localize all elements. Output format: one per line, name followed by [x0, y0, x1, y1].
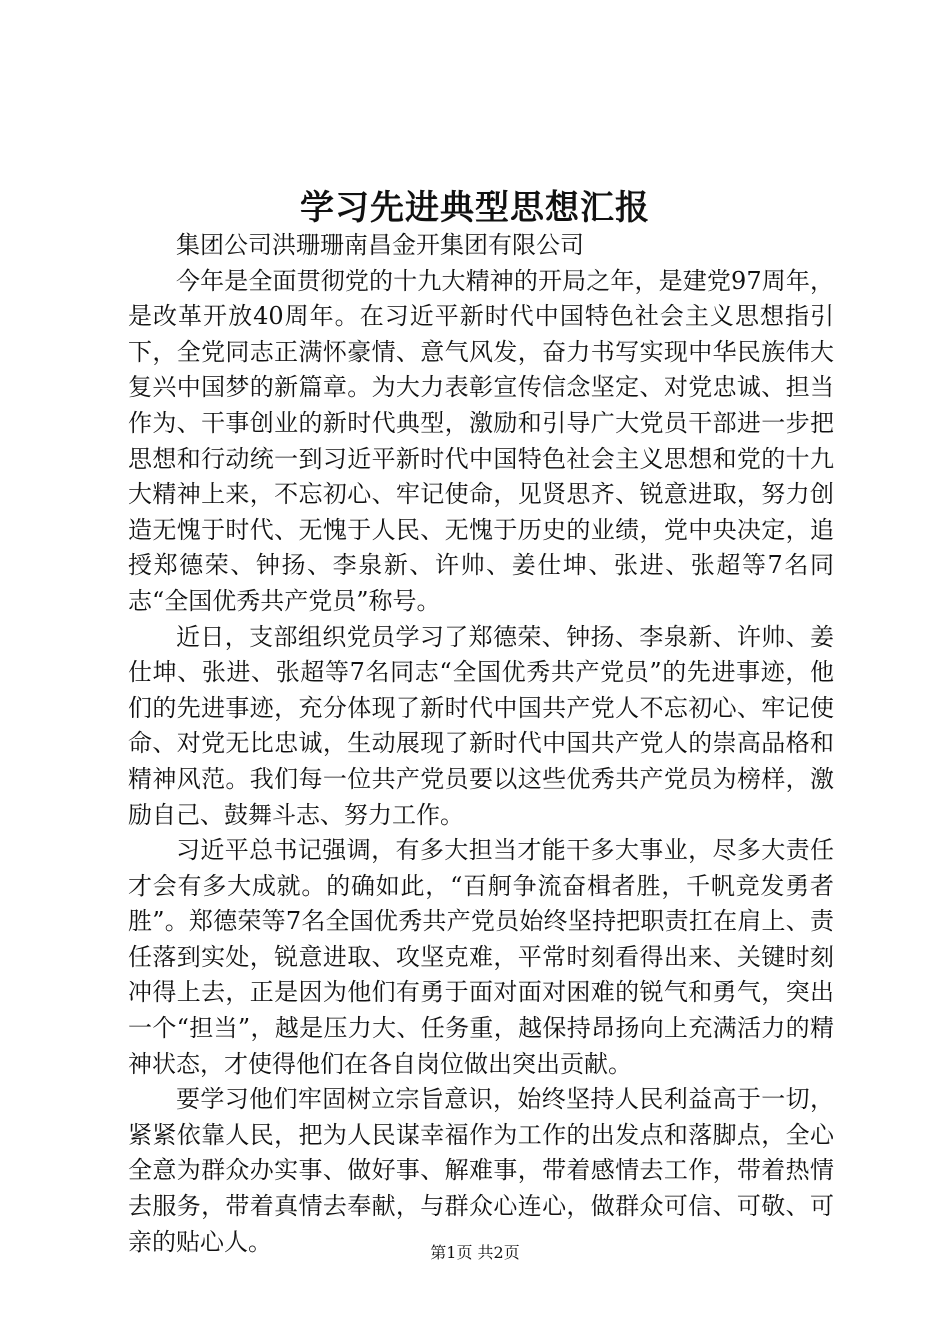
paragraph: 习近平总书记强调，有多大担当才能干多大事业，尽多大责任才会有多大成就。的确如此，“百舸争流奋楫者胜，千帆竞发勇者胜”。郑德荣等7名全国优秀共产党员始终坚持把职责扛在肩上、责任落到实处，锐意进取、攻坚克难，平常时刻看得出来、关键时刻冲得上去，正是因为他们有勇于面对面对困难的锐气和勇气，突出一个“担当”，越是压力大、任务重，越保持昂扬向上充满活力的精神状态，才使得他们在各自岗位做出突出贡献。 [128, 836, 834, 1078]
paragraph: 要学习他们牢固树立宗旨意识，始终坚持人民利益高于一切，紧紧依靠人民，把为人民谋幸福作为工作的出发点和落脚点，全心全意为群众办实事、做好事、解难事，带着感情去工作，带着热情去服务，带着真情去奉献，与群众心连心，做群众可信、可敬、可亲的贴心人。 [128, 1085, 834, 1256]
author-line: 集团公司洪珊珊南昌金开集团有限公司 [176, 231, 584, 259]
document-body [128, 228, 834, 1260]
page-title: 学习先进典型思想汇报 [300, 188, 650, 228]
page-number-footer: 第1页 共2页 [430, 1243, 520, 1262]
paragraph: 近日，支部组织党员学习了郑德荣、钟扬、李泉新、许帅、姜仕坤、张进、张超等7名同志“全国优秀共产党员”的先进事迹，他们的先进事迹，充分体现了新时代中国共产党人不忘初心、牢记使命、对党无比忠诚，生动展现了新时代中国共产党人的崇高品格和精神风范。我们每一位共产党员要以这些优秀共产党员为榜样，激励自己、鼓舞斗志、努力工作。 [128, 622, 834, 829]
paragraph: 今年是全面贯彻党的十九大精神的开局之年，是建党97周年，是改革开放40周年。在习近平新时代中国特色社会主义思想指引下，全党同志正满怀豪情、意气风发，奋力书写实现中华民族伟大复兴中国梦的新篇章。为大力表彰宣传信念坚定、对党忠诚、担当作为、干事创业的新时代典型，激励和引导广大党员干部进一步把思想和行动统一到习近平新时代中国特色社会主义思想和党的十九大精神上来，不忘初心、牢记使命，见贤思齐、锐意进取，努力创造无愧于时代、无愧于人民、无愧于历史的业绩，党中央决定，追授郑德荣、钟扬、李泉新、许帅、姜仕坤、张进、张超等7名同志“全国优秀共产党员”称号。 [128, 266, 834, 615]
